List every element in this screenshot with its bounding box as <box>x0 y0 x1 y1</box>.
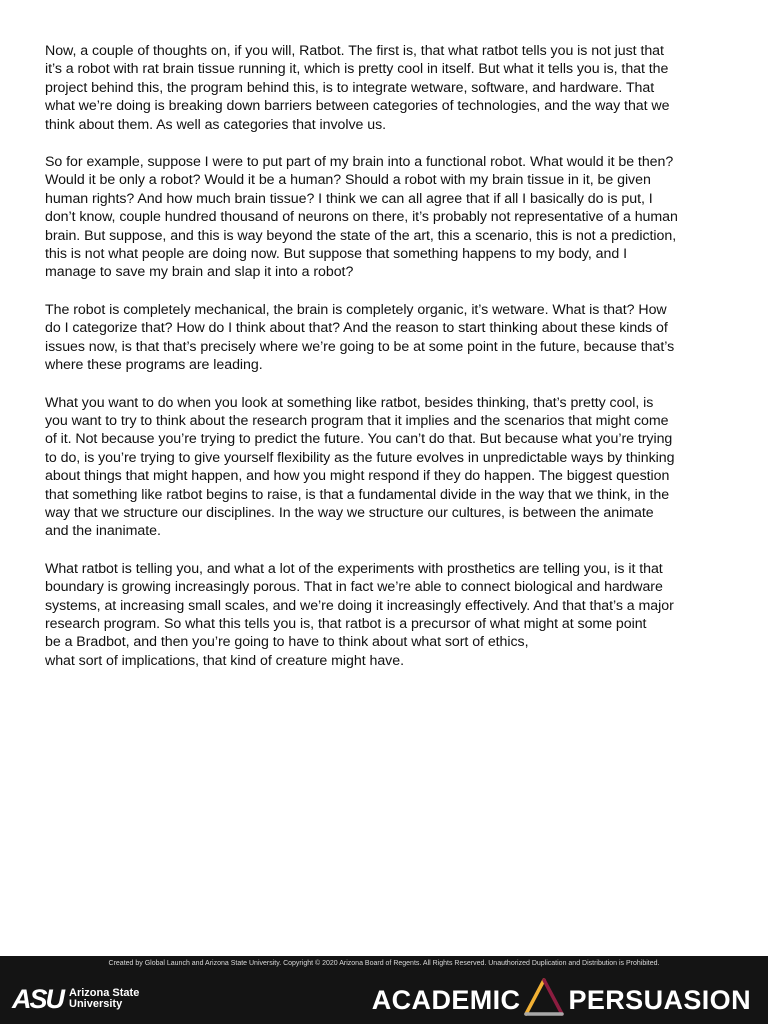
paragraph-3: The robot is completely mechanical, the brain is completely organic, it’s wetware. What is that? How do I categorize that? How do I think about that? And the reason to start thinking about these kinds of issues now, is that that’s precisely where we’re going to be at some point in the future, because that’s where these programs are leading. <box>45 301 675 374</box>
paragraph-4: What you want to do when you look at something like ratbot, besides thinking, that’s pretty cool, is you want to try to think about the research program that it implies and the scenarios that might come of it. Not because you’re trying to predict the future. You can’t do that. But because what you’re trying to do, is you’re trying to give yourself flexibility as the future evolves in unpredictable ways by thinking about things that might happen, and how you might respond if they do happen. The biggest question that something like ratbot begins to raise, is that a fundamental divide in the way that we think, in the way that we structure our disciplines. In the way we structure our cultures, is between the animate and the inanimate. <box>45 394 675 540</box>
academic-persuasion-logo <box>372 977 751 1023</box>
paragraph-2: So for example, suppose I were to put part of my brain into a functional robot. What would it be then? Would it be only a robot? Would it be a human? Should a robot with my brain tissue in it, be given human rights? And how much brain tissue? I think we can all agree that if all I basically do is put, I don’t know, couple hundred thousand of neurons on there, it’s probably not representative of a human brain. But suppose, and this is way beyond the state of the art, this a scenario, this is not a prediction, this is not what people are doing now. But suppose that something happens to my body, and I manage to save my brain and slap it into a robot? <box>45 154 678 281</box>
paragraph-1: Now, a couple of thoughts on, if you will, Ratbot. The first is, that what ratbot tells you is not just that it’s a robot with rat brain tissue running it, which is pretty cool in itself. But what it tells you is, that the project behind this, the program behind this, is to integrate wetware, software, and hardware. That what we’re doing is breaking down barriers between categories of technologies, and the way that we think about them. As well as categories that involve us. <box>45 43 670 133</box>
article-body <box>45 42 727 689</box>
brand-word-persuasion: PERSUASION <box>568 985 751 1015</box>
triangle-logo-icon <box>523 977 565 1019</box>
brand-word-academic: ACADEMIC <box>371 985 521 1015</box>
footer-bar <box>0 956 768 1024</box>
asu-name-line-2: University <box>69 998 123 1010</box>
asu-logo-name <box>69 988 139 1010</box>
paragraph-5: What ratbot is telling you, and what a lot of the experiments with prosthetics are telling you, is it that boundary is growing increasingly porous. That in fact we’re able to connect biological and hardware systems, at increasing small scales, and we’re doing it increasingly effectively. And that that’s a major research program. So what this tells you is, that ratbot is a precursor of what might at some point be a Bradbot, and then you’re going to have to think about what sort of ethics, what sort of implications, that kind of creature might have. <box>45 560 674 669</box>
copyright-notice: Created by Global Launch and Arizona State University. Copyright © 2020 Arizona Board of Regents. All Rights Reserved. Unauthorized Duplication and Distribution is Prohibited. <box>108 960 660 967</box>
asu-logo-mark: ASU <box>12 984 64 1014</box>
asu-logo <box>12 986 139 1012</box>
asu-name-line-1: Arizona State <box>69 987 140 999</box>
